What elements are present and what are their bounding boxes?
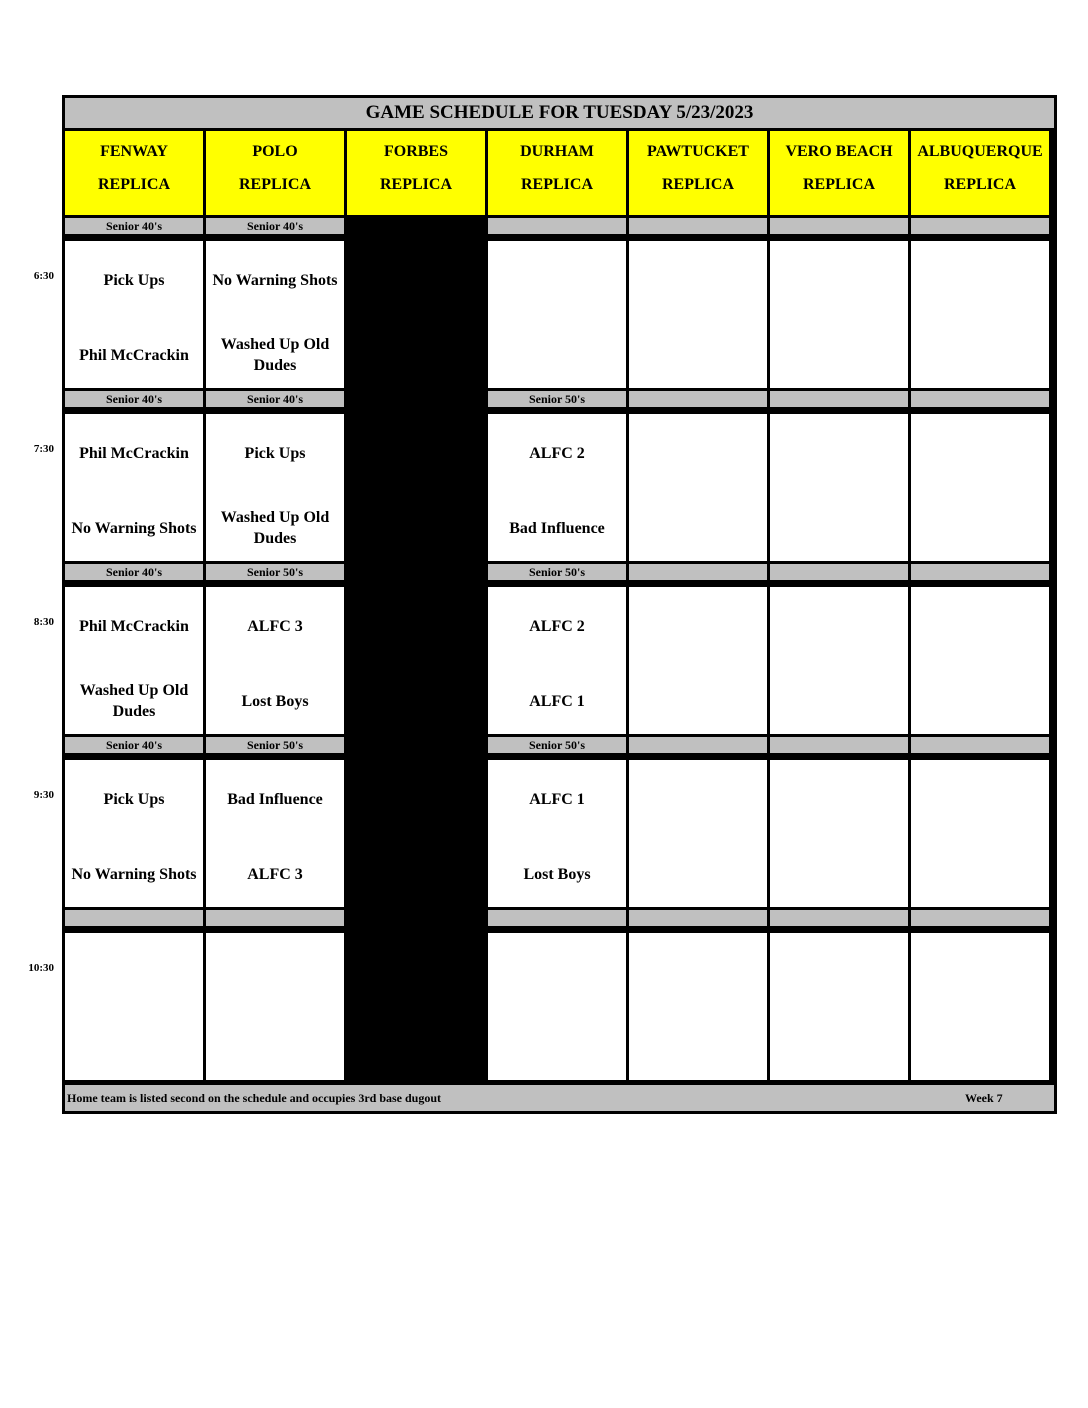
game-cell [206, 414, 344, 561]
time-label: 7:30 [33, 443, 54, 455]
field-name: VERO BEACH [785, 143, 893, 160]
away-team [913, 256, 1047, 304]
field-type: REPLICA [661, 176, 734, 193]
division-label [629, 564, 767, 580]
time-label: 8:30 [33, 616, 54, 628]
field-type: REPLICA [238, 176, 311, 193]
away-team: Pick Ups [103, 790, 165, 808]
game-cell [629, 414, 767, 561]
division-label [629, 218, 767, 234]
away-team [631, 948, 765, 996]
home-team: No Warning Shots [71, 865, 197, 883]
division-label: Senior 40's [206, 391, 344, 407]
division-label [911, 391, 1049, 407]
field-name: ALBUQUERQUE [917, 143, 1043, 160]
home-team: Bad Influence [509, 519, 605, 537]
division-label [770, 218, 908, 234]
home-team [772, 504, 906, 552]
game-cell [911, 933, 1049, 1080]
game-cell [629, 587, 767, 734]
home-team [913, 504, 1047, 552]
home-team [913, 331, 1047, 379]
time-label: 10:30 [28, 962, 54, 974]
game-cell [770, 587, 908, 734]
game-cell [629, 241, 767, 388]
away-team [913, 602, 1047, 650]
away-team [913, 948, 1047, 996]
division-label [65, 910, 203, 926]
game-cell [770, 760, 908, 907]
field-header [65, 131, 203, 215]
game-cell [911, 760, 1049, 907]
division-label: Senior 40's [65, 737, 203, 753]
field-type: REPLICA [520, 176, 593, 193]
division-label [911, 910, 1049, 926]
home-team: Phil McCrackin [79, 346, 189, 364]
home-team [631, 677, 765, 725]
away-team [208, 948, 342, 996]
home-team: ALFC 3 [247, 865, 303, 883]
game-cell [65, 587, 203, 734]
division-label: Senior 50's [488, 737, 626, 753]
division-label [206, 910, 344, 926]
division-label: Senior 50's [488, 391, 626, 407]
game-cell [911, 587, 1049, 734]
division-label [911, 737, 1049, 753]
week-label: Week 7 [965, 1091, 1003, 1105]
division-label [911, 564, 1049, 580]
game-cell [65, 933, 203, 1080]
home-team [913, 1023, 1047, 1071]
game-cell [488, 587, 626, 734]
home-team [631, 331, 765, 379]
game-cell [206, 241, 344, 388]
away-team [772, 256, 906, 304]
division-label [629, 391, 767, 407]
away-team: Pick Ups [244, 444, 306, 462]
home-team [631, 1023, 765, 1071]
division-label: Senior 40's [65, 564, 203, 580]
home-team [772, 1023, 906, 1071]
division-label: Senior 40's [206, 218, 344, 234]
home-team [772, 850, 906, 898]
division-label: Senior 50's [488, 564, 626, 580]
away-team [772, 429, 906, 477]
away-team [67, 948, 201, 996]
home-team: Washed Up Old Dudes [79, 682, 189, 720]
away-team: ALFC 2 [529, 617, 585, 635]
away-team: No Warning Shots [212, 271, 338, 289]
home-team [772, 331, 906, 379]
division-label: Senior 40's [65, 391, 203, 407]
game-cell [770, 933, 908, 1080]
game-cell [488, 414, 626, 561]
schedule-table [62, 95, 1057, 1114]
away-team [631, 602, 765, 650]
division-label [770, 391, 908, 407]
field-type: REPLICA [97, 176, 170, 193]
game-cell [911, 241, 1049, 388]
division-label [911, 218, 1049, 234]
division-label: Senior 50's [206, 737, 344, 753]
division-label: Senior 40's [65, 218, 203, 234]
division-label [770, 737, 908, 753]
field-name: FORBES [383, 143, 448, 160]
game-cell [206, 760, 344, 907]
game-cell [770, 241, 908, 388]
away-team [490, 256, 624, 304]
home-team [67, 1023, 201, 1071]
away-team [913, 775, 1047, 823]
page-title: GAME SCHEDULE FOR TUESDAY 5/23/2023 [65, 98, 1054, 128]
home-team [490, 1023, 624, 1071]
away-team [772, 948, 906, 996]
field-header [488, 131, 626, 215]
field-type: REPLICA [802, 176, 875, 193]
game-cell [65, 414, 203, 561]
division-label [770, 564, 908, 580]
home-team [208, 1023, 342, 1071]
away-team [631, 775, 765, 823]
home-team [913, 677, 1047, 725]
field-header [911, 131, 1049, 215]
division-label [488, 910, 626, 926]
time-label: 6:30 [33, 270, 54, 282]
away-team [772, 775, 906, 823]
game-cell [911, 414, 1049, 561]
unavailable-field-block [347, 218, 485, 1084]
footer-bar [65, 1085, 1054, 1111]
home-team: Lost Boys [523, 865, 591, 883]
game-cell [206, 587, 344, 734]
field-name: DURHAM [520, 143, 594, 160]
field-header [629, 131, 767, 215]
home-team-note: Home team is listed second on the schedule and occupies 3rd base dugout [67, 1091, 442, 1105]
field-header [770, 131, 908, 215]
home-team: No Warning Shots [71, 519, 197, 537]
game-cell [488, 933, 626, 1080]
field-name: POLO [252, 143, 298, 160]
game-cell [629, 933, 767, 1080]
away-team [631, 429, 765, 477]
field-type: REPLICA [379, 176, 452, 193]
division-label [488, 218, 626, 234]
field-header [206, 131, 344, 215]
home-team [772, 677, 906, 725]
field-type: REPLICA [943, 176, 1016, 193]
game-cell [770, 414, 908, 561]
home-team [490, 331, 624, 379]
game-cell [629, 760, 767, 907]
home-team [631, 504, 765, 552]
away-team [913, 429, 1047, 477]
division-label: Senior 50's [206, 564, 344, 580]
game-cell [488, 241, 626, 388]
away-team: Pick Ups [103, 271, 165, 289]
division-label [770, 910, 908, 926]
away-team: Phil McCrackin [79, 617, 189, 635]
away-team: Bad Influence [227, 790, 323, 808]
home-team [631, 850, 765, 898]
time-label: 9:30 [33, 789, 54, 801]
field-name: FENWAY [100, 143, 168, 160]
away-team: Phil McCrackin [79, 444, 189, 462]
game-cell [488, 760, 626, 907]
home-team [913, 850, 1047, 898]
home-team: Washed Up Old Dudes [220, 336, 330, 374]
game-cell [206, 933, 344, 1080]
division-label [629, 737, 767, 753]
away-team: ALFC 2 [529, 444, 585, 462]
away-team: ALFC 1 [529, 790, 585, 808]
away-team [631, 256, 765, 304]
field-name: PAWTUCKET [647, 143, 749, 160]
home-team: ALFC 1 [529, 692, 585, 710]
field-header [347, 131, 485, 215]
away-team [772, 602, 906, 650]
away-team: ALFC 3 [247, 617, 303, 635]
game-cell [65, 760, 203, 907]
division-label [629, 910, 767, 926]
away-team [490, 948, 624, 996]
home-team: Washed Up Old Dudes [220, 509, 330, 547]
home-team: Lost Boys [241, 692, 309, 710]
game-cell [65, 241, 203, 388]
